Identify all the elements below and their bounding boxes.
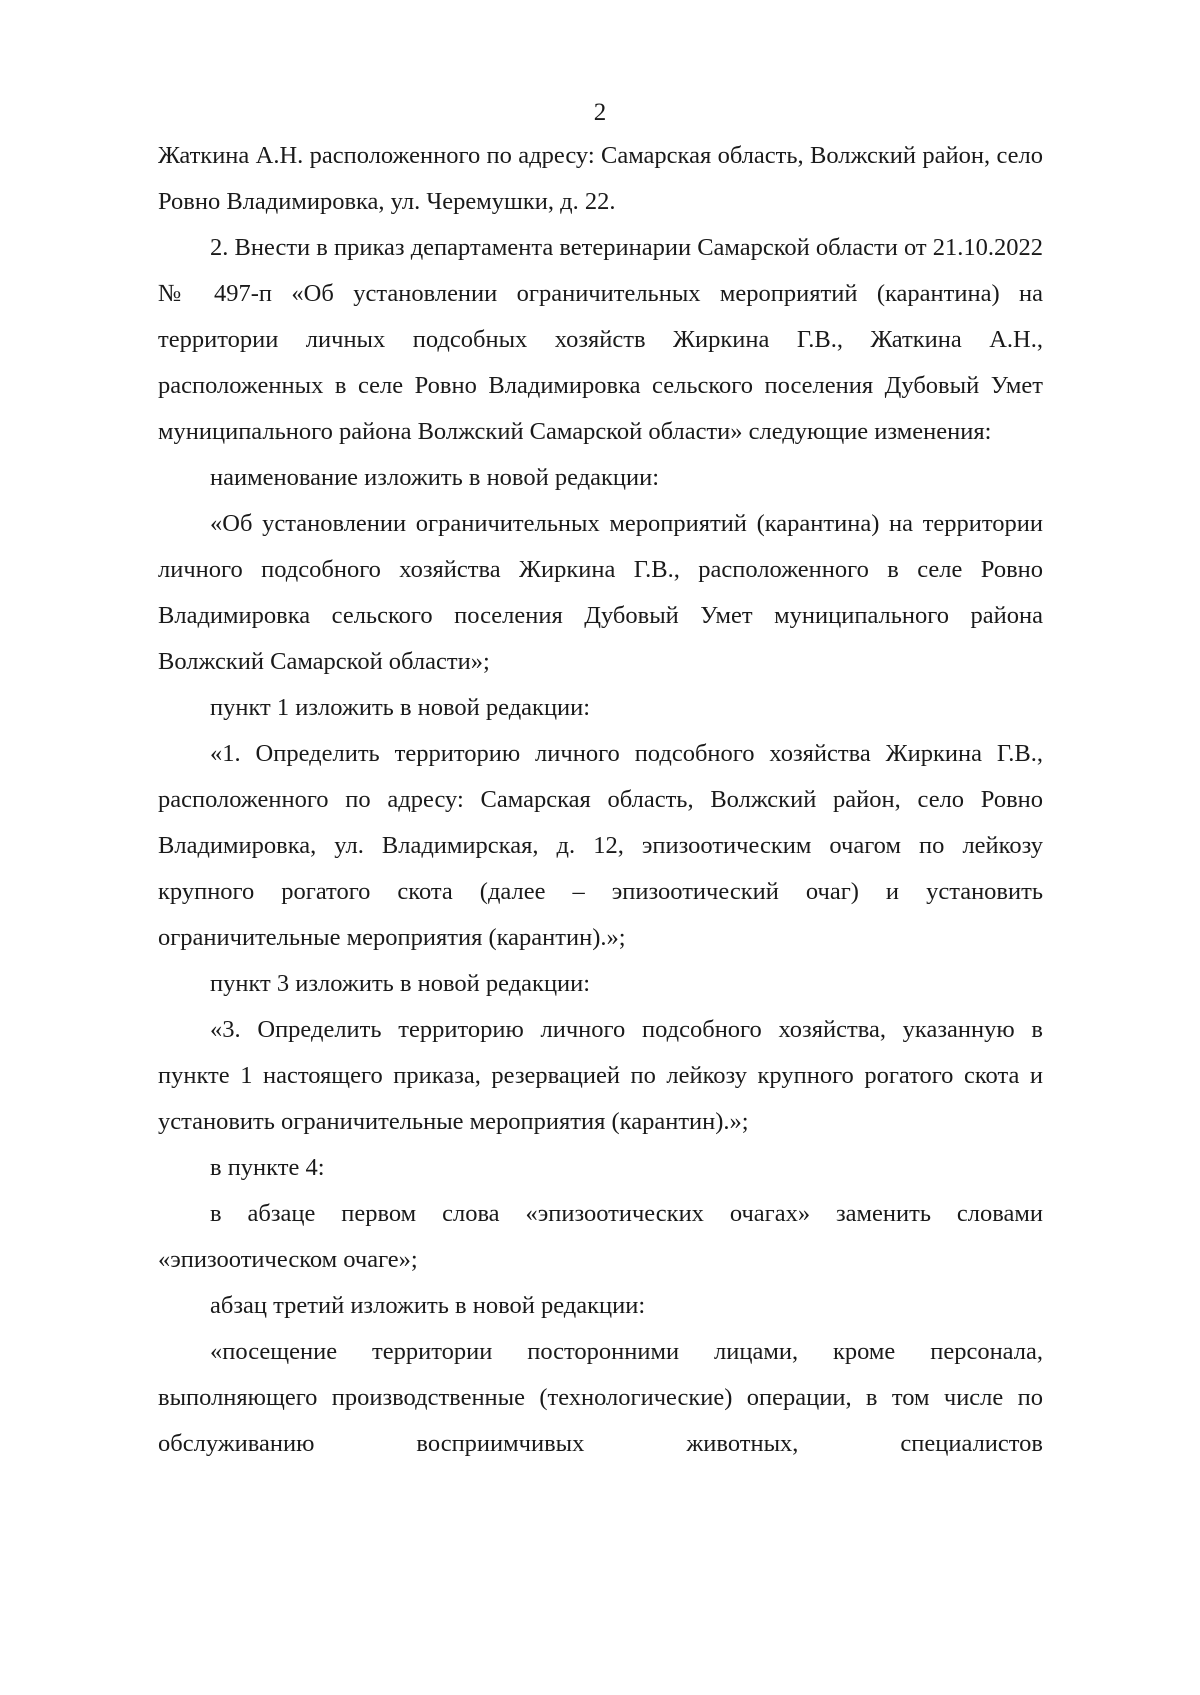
paragraph-point-3-quote: «3. Определить территорию личного подсобного хозяйства, указанную в пункте 1 настоящего приказа, резервацией по лейкозу крупного рогатого скота и установить ограничительные мероприятия (карантин).»; (158, 1016, 1043, 1135)
paragraph-point-4-third-abzac-quote: «посещение территории посторонними лицами, кроме персонала, выполняющего производственные (технологические) операции, в том числе по обслуживанию восприимчивых животных, специалистов (158, 1338, 1043, 1457)
page-number: 2 (593, 99, 607, 126)
paragraph-point-1-intro: пункт 1 изложить в новой редакции: (210, 694, 591, 721)
document-body (158, 133, 1043, 1467)
paragraph-point-1-quote: «1. Определить территорию личного подсобного хозяйства Жиркина Г.В., расположенного по адресу: Самарская область, Волжский район, село Ровно Владимировка, ул. Владимирская, д. 12, эпизоотическим очагом по лейкозу крупного рогатого скота (далее – эпизоотический очаг) и установить ограничительные мероприятия (карантин).»; (158, 740, 1043, 951)
paragraph-item-2: 2. Внести в приказ департамента ветеринарии Самарской области от 21.10.2022 № 497-п «Об установлении ограничительных мероприятий (карантина) на территории личных подсобных хозяйств Жиркина Г.В., Жаткина А.Н., расположенных в селе Ровно Владимировка сельского поселения Дубовый Умет муниципального района Волжский Самарской области» следующие изменения: (158, 234, 1043, 445)
paragraph-point-3-intro: пункт 3 изложить в новой редакции: (210, 970, 591, 997)
paragraph-point-4-third-abzac-intro: абзац третий изложить в новой редакции: (210, 1292, 646, 1319)
paragraph-new-title-quote: «Об установлении ограничительных мероприятий (карантина) на территории личного подсобного хозяйства Жиркина Г.В., расположенного в селе Ровно Владимировка сельского поселения Дубовый Умет муниципального района Волжский Самарской области»; (158, 510, 1043, 675)
paragraph-point-4-intro: в пункте 4: (210, 1154, 325, 1181)
paragraph-point-4-first-abzac: в абзаце первом слова «эпизоотических очагах» заменить словами «эпизоотическом очаге»; (158, 1200, 1043, 1273)
paragraph-name-new-edition: наименование изложить в новой редакции: (210, 464, 660, 491)
paragraph-address-continuation: Жаткина А.Н. расположенного по адресу: Самарская область, Волжский район, село Ровно Владимировка, ул. Черемушки, д. 22. (158, 142, 1043, 215)
